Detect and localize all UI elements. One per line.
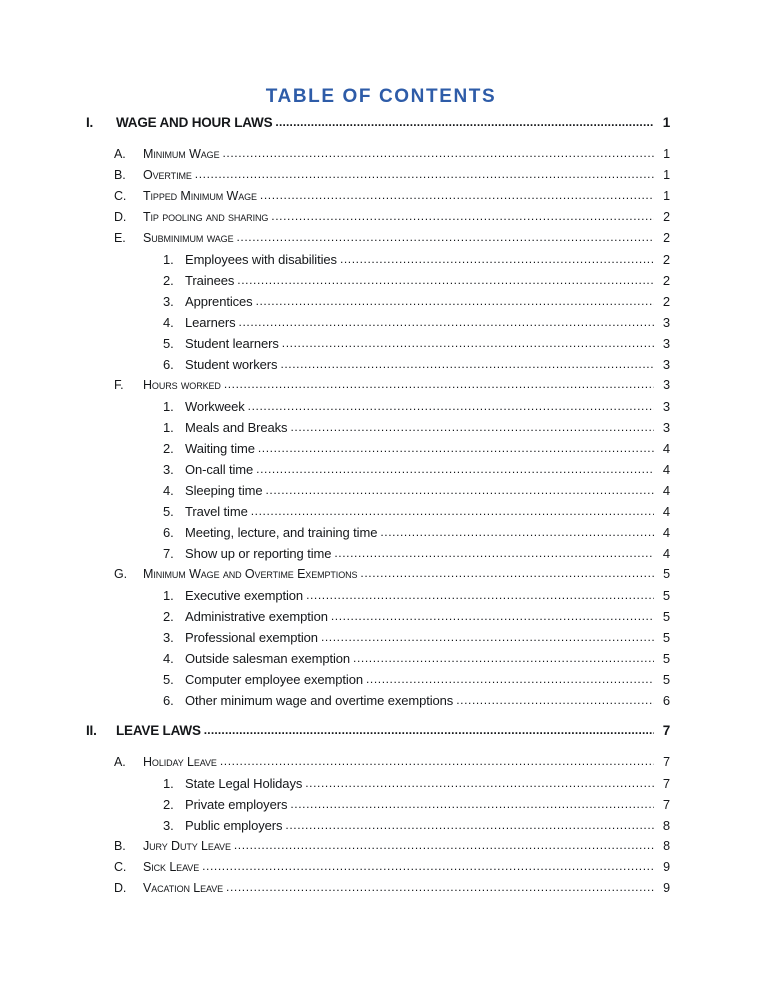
toc-entry-number: 2. — [163, 273, 174, 288]
toc-entry-label: Tipped Minimum Wage — [143, 189, 257, 203]
toc-leader-dots — [306, 589, 654, 601]
toc-entry-label: Trainees — [185, 273, 235, 288]
toc-entry-page-number: 4 — [662, 462, 670, 477]
toc-entry-label: Minimum Wage and Overtime Exemptions — [143, 567, 358, 581]
toc-entry-number: 1. — [163, 776, 174, 791]
toc-entry-page-number: 4 — [662, 525, 670, 540]
toc-entry-label: Show up or reporting time — [185, 546, 332, 561]
toc-leader-dots — [202, 860, 654, 872]
toc-entry-level-2[interactable] — [0, 147, 762, 168]
toc-entry-number: 1. — [163, 252, 174, 267]
toc-entry-label: Other minimum wage and overtime exemptions — [185, 693, 454, 708]
toc-entry-number: 5. — [163, 504, 174, 519]
toc-entry-level-3[interactable] — [0, 672, 762, 693]
toc-entry-page-number: 3 — [662, 315, 670, 330]
toc-entry-label: Minimum Wage — [143, 147, 220, 161]
toc-entry-page-number: 4 — [662, 546, 670, 561]
toc-entry-label: Workweek — [185, 399, 245, 414]
toc-leader-dots — [256, 463, 654, 475]
toc-leader-dots — [226, 881, 654, 893]
toc-entry-level-2[interactable] — [0, 839, 762, 860]
toc-entry-label: Sick Leave — [143, 860, 200, 874]
toc-leader-dots — [258, 442, 654, 454]
toc-entry-level-3[interactable] — [0, 441, 762, 462]
toc-entry-number: 1. — [163, 399, 174, 414]
toc-leader-dots — [237, 274, 654, 286]
toc-entry-page-number: 7 — [662, 797, 670, 812]
toc-entry-number: 4. — [163, 315, 174, 330]
toc-entry-number: B. — [114, 168, 126, 182]
toc-entry-level-3[interactable] — [0, 525, 762, 546]
toc-entry-page-number: 2 — [662, 273, 670, 288]
toc-entry-page-number: 4 — [662, 441, 670, 456]
toc-leader-dots — [285, 819, 654, 831]
toc-entry-page-number: 2 — [662, 294, 670, 309]
toc-entry-level-3[interactable] — [0, 273, 762, 294]
toc-leader-dots — [340, 253, 654, 265]
toc-entry-level-3[interactable] — [0, 776, 762, 797]
toc-leader-dots — [234, 839, 654, 851]
toc-entry-level-2[interactable] — [0, 189, 762, 210]
toc-entry-number: 2. — [163, 797, 174, 812]
toc-entry-page-number: 7 — [662, 776, 670, 791]
toc-entry-page-number: 1 — [663, 168, 670, 182]
toc-entry-level-2[interactable] — [0, 755, 762, 776]
toc-entry-level-2[interactable] — [0, 881, 762, 902]
toc-leader-dots — [251, 505, 654, 517]
toc-leader-dots — [220, 755, 654, 767]
toc-entry-level-3[interactable] — [0, 693, 762, 714]
toc-leader-dots — [222, 147, 654, 159]
toc-entry-label: Hours worked — [143, 378, 221, 392]
toc-entry-label: Waiting time — [185, 441, 255, 456]
toc-entry-label: On-call time — [185, 462, 254, 477]
toc-entry-level-3[interactable] — [0, 399, 762, 420]
toc-leader-dots — [239, 316, 654, 328]
toc-entry-number: 1. — [163, 420, 174, 435]
toc-entry-number: 6. — [163, 693, 174, 708]
toc-entry-level-2[interactable] — [0, 210, 762, 231]
toc-entry-number: D. — [114, 210, 127, 224]
toc-entry-label: Public employers — [185, 818, 283, 833]
toc-entry-page-number: 9 — [663, 881, 670, 895]
toc-leader-dots — [456, 694, 654, 706]
toc-entry-level-3[interactable] — [0, 630, 762, 651]
toc-entry-number: G. — [114, 567, 127, 581]
toc-leader-dots — [380, 526, 654, 538]
toc-leader-dots — [265, 484, 654, 496]
toc-entry-label: Holiday Leave — [143, 755, 217, 769]
toc-leader-dots — [271, 210, 654, 222]
toc-entry-number: 4. — [163, 483, 174, 498]
toc-entry-number: 3. — [163, 630, 174, 645]
toc-entry-page-number: 8 — [663, 839, 670, 853]
toc-entry-level-3[interactable] — [0, 315, 762, 336]
toc-entry-level-3[interactable] — [0, 420, 762, 441]
toc-entry-level-2[interactable] — [0, 168, 762, 189]
toc-entry-page-number: 3 — [662, 357, 670, 372]
toc-entry-number: 6. — [163, 525, 174, 540]
toc-entry-page-number: 1 — [663, 147, 670, 161]
toc-entry-number: B. — [114, 839, 126, 853]
toc-entry-level-3[interactable] — [0, 252, 762, 273]
toc-entry-level-3[interactable] — [0, 483, 762, 504]
toc-entry-number: 4. — [163, 651, 174, 666]
toc-leader-dots — [282, 337, 654, 349]
toc-leader-dots — [275, 116, 654, 128]
toc-entry-level-3[interactable] — [0, 588, 762, 609]
toc-entry-number: 1. — [163, 588, 174, 603]
toc-entry-label: Student workers — [185, 357, 278, 372]
toc-entry-label: Vacation Leave — [143, 881, 224, 895]
toc-entry-label: Travel time — [185, 504, 248, 519]
toc-entry-label: WAGE AND HOUR LAWS — [116, 115, 273, 130]
toc-entry-level-3[interactable] — [0, 546, 762, 567]
toc-entry-label: Overtime — [143, 168, 192, 182]
toc-entry-number: F. — [114, 378, 124, 392]
toc-entry-number: 5. — [163, 672, 174, 687]
toc-leader-dots — [290, 421, 654, 433]
toc-entry-label: Meeting, lecture, and training time — [185, 525, 378, 540]
toc-entry-page-number: 2 — [663, 210, 670, 224]
toc-entry-page-number: 5 — [662, 651, 670, 666]
toc-entry-page-number: 2 — [663, 231, 670, 245]
toc-entry-list — [0, 115, 762, 902]
toc-entry-level-3[interactable] — [0, 651, 762, 672]
toc-entry-number: 2. — [163, 609, 174, 624]
toc-entry-level-2[interactable] — [0, 860, 762, 881]
toc-entry-label: Employees with disabilities — [185, 252, 337, 267]
toc-entry-number: C. — [114, 860, 127, 874]
toc-entry-page-number: 3 — [662, 399, 670, 414]
toc-entry-number: II. — [86, 723, 97, 738]
toc-leader-dots — [280, 358, 654, 370]
toc-entry-label: Subminimum wage — [143, 231, 234, 245]
toc-entry-page-number: 1 — [663, 189, 670, 203]
toc-entry-number: 5. — [163, 336, 174, 351]
toc-entry-label: Executive exemption — [185, 588, 304, 603]
toc-entry-page-number: 5 — [662, 630, 670, 645]
toc-leader-dots — [260, 189, 654, 201]
toc-entry-label: Private employers — [185, 797, 288, 812]
toc-leader-dots — [334, 547, 654, 559]
toc-entry-number: A. — [114, 147, 126, 161]
toc-entry-page-number: 4 — [662, 504, 670, 519]
page-title: TABLE OF CONTENTS — [265, 86, 497, 107]
toc-leader-dots — [305, 777, 654, 789]
toc-entry-label: Meals and Breaks — [185, 420, 288, 435]
toc-entry-number: 3. — [163, 294, 174, 309]
toc-entry-page-number: 4 — [662, 483, 670, 498]
toc-entry-level-3[interactable] — [0, 609, 762, 630]
toc-entry-page-number: 3 — [663, 378, 670, 392]
toc-leader-dots — [236, 231, 654, 243]
toc-entry-page-number: 5 — [663, 567, 670, 581]
toc-entry-label: LEAVE LAWS — [116, 723, 201, 738]
toc-entry-label: Computer employee exemption — [185, 672, 363, 687]
toc-entry-number: 2. — [163, 441, 174, 456]
toc-entry-label: State Legal Holidays — [185, 776, 303, 791]
toc-entry-page-number: 7 — [662, 723, 670, 738]
toc-entry-page-number: 7 — [663, 755, 670, 769]
toc-entry-level-3[interactable] — [0, 797, 762, 818]
toc-entry-label: Sleeping time — [185, 483, 263, 498]
toc-entry-page-number: 2 — [662, 252, 670, 267]
toc-entry-level-1[interactable] — [0, 115, 762, 140]
toc-entry-level-3[interactable] — [0, 818, 762, 839]
toc-entry-level-3[interactable] — [0, 294, 762, 315]
toc-entry-level-2[interactable] — [0, 378, 762, 399]
toc-entry-page-number: 5 — [662, 588, 670, 603]
toc-entry-number: E. — [114, 231, 126, 245]
toc-entry-level-3[interactable] — [0, 504, 762, 525]
toc-entry-label: Administrative exemption — [185, 609, 328, 624]
toc-leader-dots — [195, 168, 654, 180]
toc-entry-label: Jury Duty Leave — [143, 839, 231, 853]
toc-entry-number: C. — [114, 189, 127, 203]
toc-leader-dots — [248, 400, 654, 412]
toc-entry-label: Student learners — [185, 336, 279, 351]
toc-entry-number: D. — [114, 881, 127, 895]
toc-entry-number: 7. — [163, 546, 174, 561]
toc-entry-page-number: 8 — [662, 818, 670, 833]
toc-entry-label: Apprentices — [185, 294, 253, 309]
toc-entry-page-number: 6 — [662, 693, 670, 708]
toc-entry-number: A. — [114, 755, 126, 769]
toc-entry-number: 6. — [163, 357, 174, 372]
toc-leader-dots — [256, 295, 654, 307]
toc-entry-level-1[interactable] — [0, 723, 762, 748]
toc-entry-page-number: 3 — [662, 336, 670, 351]
toc-leader-dots — [353, 652, 654, 664]
toc-entry-label: Tip pooling and sharing — [143, 210, 269, 224]
toc-entry-level-2[interactable] — [0, 567, 762, 588]
toc-entry-level-3[interactable] — [0, 462, 762, 483]
toc-entry-label: Learners — [185, 315, 236, 330]
toc-leader-dots — [331, 610, 654, 622]
toc-entry-label: Outside salesman exemption — [185, 651, 351, 666]
toc-leader-dots — [204, 724, 654, 736]
toc-leader-dots — [360, 567, 654, 579]
toc-entry-number: I. — [86, 115, 94, 130]
toc-entry-number: 3. — [163, 462, 174, 477]
toc-entry-level-3[interactable] — [0, 336, 762, 357]
toc-entry-page-number: 3 — [662, 420, 670, 435]
toc-entry-page-number: 9 — [663, 860, 670, 874]
toc-entry-page-number: 5 — [662, 672, 670, 687]
toc-entry-label: Professional exemption — [185, 630, 318, 645]
toc-leader-dots — [290, 798, 654, 810]
toc-entry-number: 3. — [163, 818, 174, 833]
toc-leader-dots — [321, 631, 654, 643]
toc-leader-dots — [366, 673, 654, 685]
toc-leader-dots — [224, 378, 654, 390]
toc-entry-page-number: 1 — [662, 115, 670, 130]
toc-entry-level-2[interactable] — [0, 231, 762, 252]
toc-entry-page-number: 5 — [662, 609, 670, 624]
toc-entry-level-3[interactable] — [0, 357, 762, 378]
